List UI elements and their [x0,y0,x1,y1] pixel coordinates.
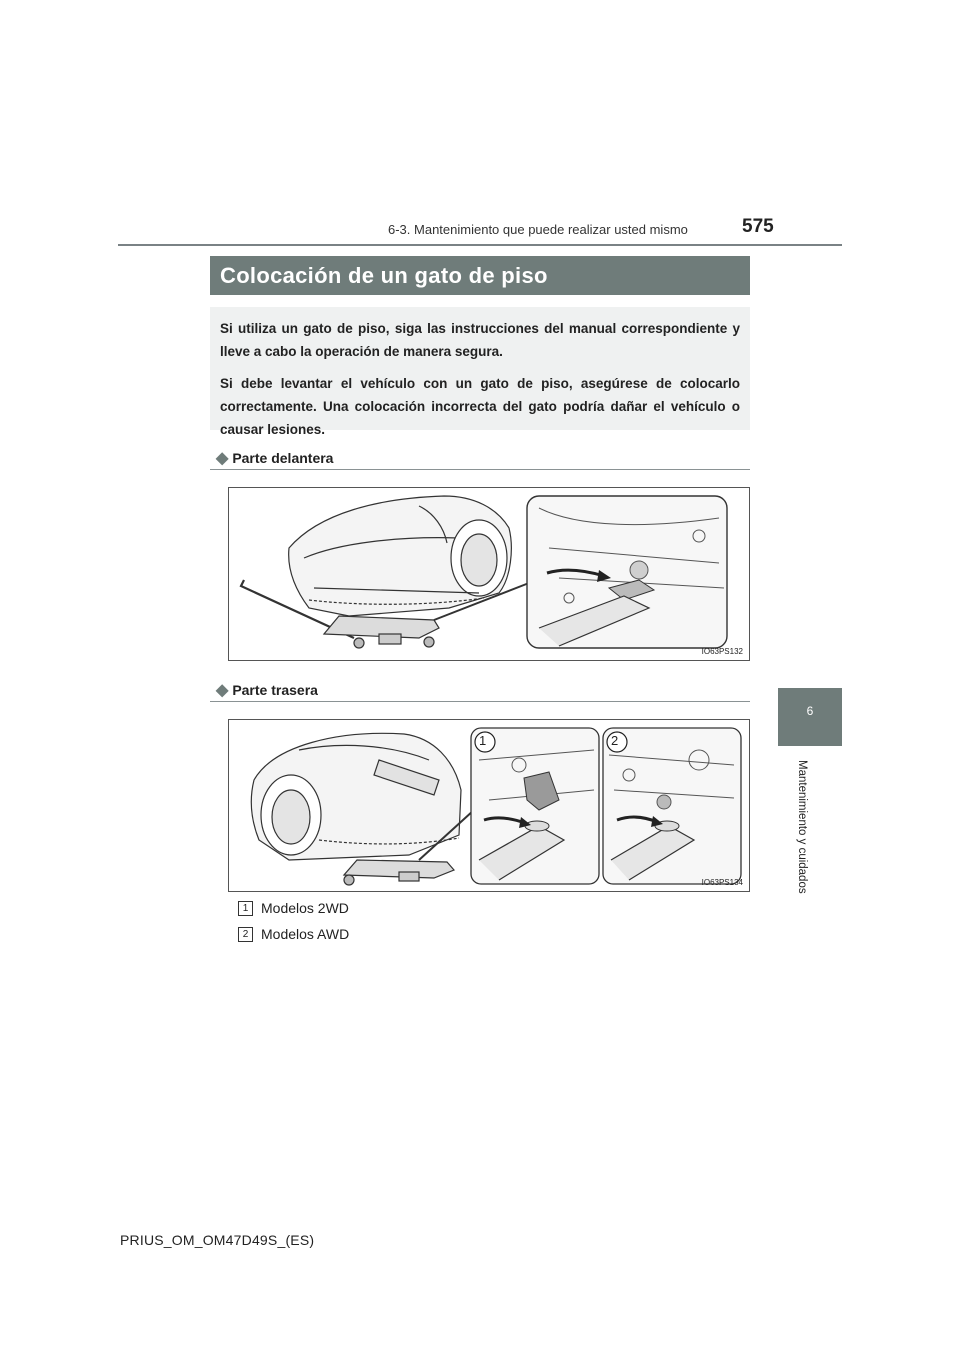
rear-heading-rule [210,701,750,702]
intro-paragraph-1: Si utiliza un gato de piso, siga las instrucciones del manual correspondiente y lleve a cabo la operación de manera segura. [220,321,740,359]
front-heading-text: Parte delantera [232,450,334,466]
header-divider [118,244,842,246]
rear-jack-illustration [229,720,749,891]
header-section-path: 6-3. Mantenimiento que puede realizar usted mismo [388,222,688,237]
legend-item [238,926,349,943]
section-title: Colocación de un gato de piso [210,256,750,295]
callout-2-label: 2 [611,733,619,748]
front-figure-code: IO63PS132 [701,647,743,656]
legend-num-box: 1 [238,901,253,916]
chapter-title-vertical [796,760,816,910]
legend-item [238,900,349,917]
legend-label: Modelos AWD [261,926,350,942]
page-number: 575 [742,216,774,237]
front-heading-rule [210,469,750,470]
front-jack-illustration [229,488,749,660]
callout-1-label: 1 [479,733,487,748]
chapter-number: 6 [806,704,814,718]
legend-num-box: 2 [238,927,253,942]
footer-doc-id: PRIUS_OM_OM47D49S_(ES) [120,1232,315,1248]
rear-figure-code: IO63PS134 [701,878,743,887]
rear-heading-text: Parte trasera [232,682,318,698]
intro-box [210,307,750,437]
rear-heading [210,680,318,700]
rear-jack-figure [228,719,750,892]
legend-label: Modelos 2WD [261,900,349,916]
chapter-title: Mantenimiento y cuidados [796,760,808,894]
front-jack-figure [228,487,750,661]
front-heading [210,448,333,468]
chapter-tab [778,688,842,746]
intro-paragraph-2: Si debe levantar el vehículo con un gato de piso, asegúrese de colocarlo correctamente. Una colocación incorrecta del gato podría dañar el vehículo o causar lesiones. [220,376,740,437]
diamond-bullet-icon: ◆ [216,682,229,699]
diamond-bullet-icon: ◆ [216,450,229,467]
